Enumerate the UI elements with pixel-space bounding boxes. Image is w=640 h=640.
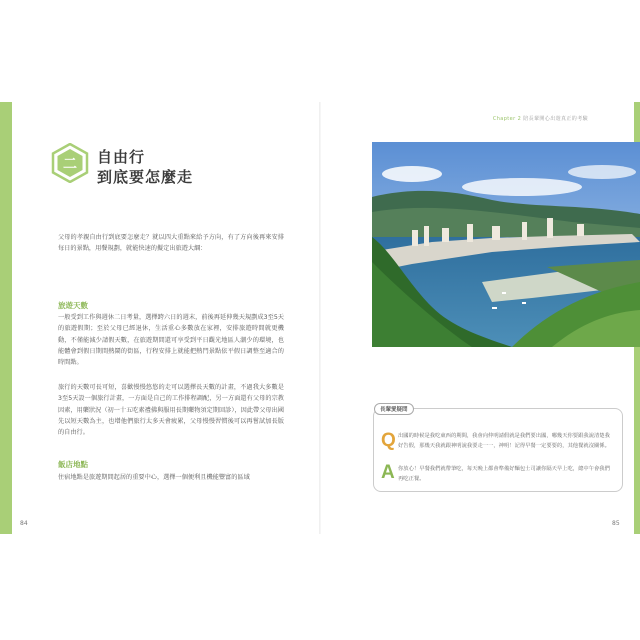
chapter-label-en: Chapter 2: [492, 116, 522, 122]
harbor-city-illustration: [372, 142, 640, 347]
page-title-line1: 自由行: [97, 148, 146, 166]
question-q-icon: Q: [381, 430, 396, 451]
harbor-city-photo: [372, 142, 640, 347]
answer-a-icon: A: [381, 462, 395, 483]
section-title-hotel-location: 飯店地點: [58, 460, 88, 469]
book-spread: [0, 102, 640, 534]
answer-text: 你放心！早餐我們就帶筆吃，每天晚上都會準備好麵包士司讓你隔天早上吃，總中午會我們再吃正餐。: [398, 466, 610, 482]
right-page-number: 85: [612, 520, 620, 527]
heading-number: 二: [63, 156, 77, 173]
question-text: 出國的時候是我吃東西的期間，我會向仲明請假就是我們要出國，哪幾天你要跟我說清楚我好告假，那幾天我就跟神明說我要走一一，神明！記得早餐一定要要的，其他餐就沒關係。: [398, 433, 610, 449]
travel-days-paragraph-2: 旅行的天數可長可短，喜歡慢慢悠悠的走可以選擇長天數的計畫，不過我大多數是3至5天設一個旅行計畫，一方面是自己的工作排程調配，另一方面還有父母的宗教因素，用藥狀況（初一十五吃素禮佛與服用長期藥物須定期回診），因此帶父母出國先以短天數為主，也增他們旅行太多天會疲累，父母慢慢習慣後可以再嘗試加長版的自由行。: [58, 384, 284, 437]
left-page-number: 84: [20, 520, 28, 527]
hexagon-number-badge: [50, 143, 90, 183]
page-title-line2: 到底要怎麼走: [97, 168, 194, 186]
chapter-label-zh: 陪長輩開心出遊真正的考驗: [523, 116, 588, 122]
left-page-edge-bar: [0, 102, 12, 534]
intro-paragraph: 父母的孝親自由行到底要怎麼走？就以四大重點來給予方向，有了方向後再來安排每日的景點，用餐規劃，就能快速的擬定出旅遊大綱：: [58, 234, 284, 253]
section-title-travel-days: 旅遊天數: [58, 301, 88, 310]
travel-days-paragraph-1: 一般受到工作與週休二日考量，選擇跨六日的週末，前後再延伸幾天規劃成3至5天的旅遊假期；至於父母已經退休，生活重心多數放在家裡，安排旅遊時間就更機動，不僅能減少請假天數，在旅遊期間還可享受到平日觀光地區人潮少的環境，也能體會到假日期間熱鬧的街區，行程安排上就能把熱門景點依平假日調整至適合的時間點。: [58, 314, 284, 367]
hotel-location-paragraph: 住宿地點是旅遊期間起居的重要中心，選擇一個便利且機能豐富的區域: [58, 474, 250, 481]
book-gutter: [319, 102, 321, 534]
qa-tag-label: 長輩愛疑問: [374, 403, 414, 415]
chapter-running-header: [493, 115, 588, 122]
